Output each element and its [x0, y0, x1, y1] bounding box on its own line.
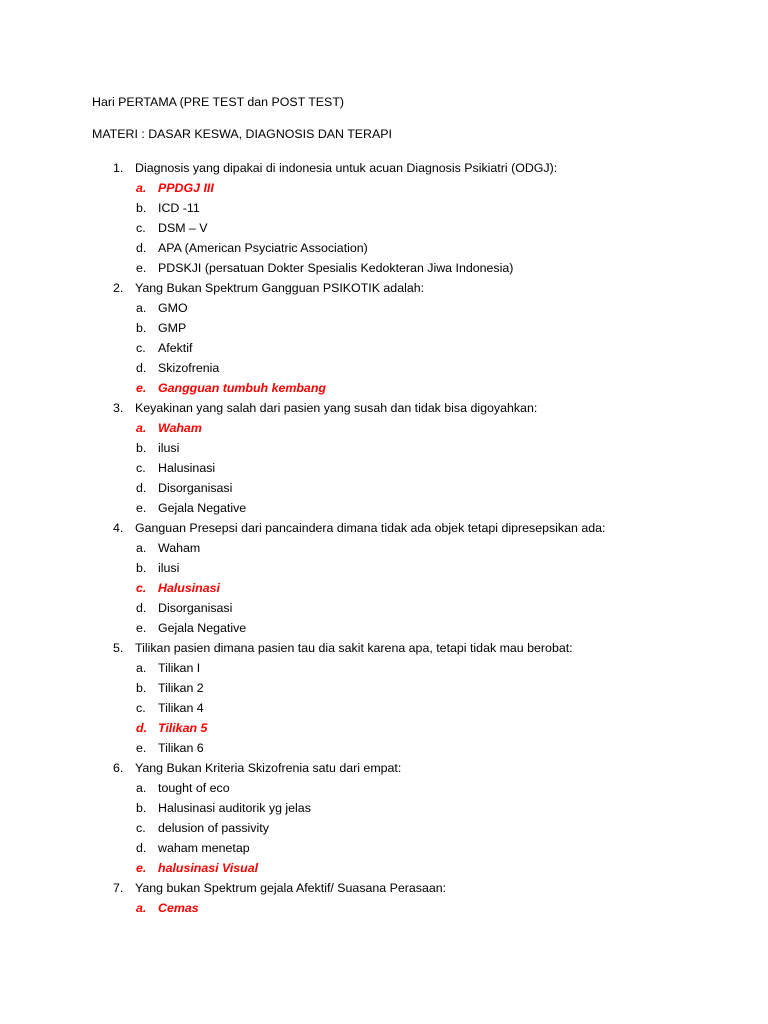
- option-text: Gejala Negative: [158, 501, 247, 515]
- option-letter: a.: [136, 421, 147, 435]
- option-letter: c.: [136, 581, 147, 595]
- option-letter: e.: [136, 501, 147, 515]
- option-letter: b.: [136, 441, 147, 455]
- option-text: waham menetap: [158, 841, 250, 855]
- option-letter: b.: [136, 321, 147, 335]
- question-text: Yang bukan Spektrum gejala Afektif/ Suasana Perasaan:: [135, 881, 447, 895]
- question-number: 2.: [113, 281, 124, 295]
- option-letter: a.: [136, 901, 147, 915]
- option-letter: b.: [136, 201, 147, 215]
- option-text: GMO: [158, 301, 188, 315]
- option-letter: c.: [136, 461, 146, 475]
- option-text: DSM – V: [158, 221, 208, 235]
- option-letter: a.: [136, 781, 147, 795]
- question-number: 4.: [113, 521, 124, 535]
- option-letter: a.: [136, 661, 147, 675]
- option-text: ilusi: [158, 561, 180, 575]
- option-letter: d.: [136, 481, 147, 495]
- option-text: tought of eco: [158, 781, 230, 795]
- option-text: GMP: [158, 321, 187, 335]
- question-text: Yang Bukan Spektrum Gangguan PSIKOTIK adalah:: [135, 281, 425, 295]
- option-text: APA (American Psyciatric Association): [158, 241, 368, 255]
- option-text: Tilikan 2: [158, 681, 204, 695]
- option-letter: c.: [136, 701, 146, 715]
- option-letter: d.: [136, 841, 147, 855]
- option-text: Disorganisasi: [158, 481, 233, 495]
- option-text: Tilikan I: [158, 661, 201, 675]
- option-text: Halusinasi auditorik yg jelas: [158, 801, 311, 815]
- answer-option-text: PPDGJ III: [158, 181, 214, 195]
- option-letter: d.: [136, 721, 148, 735]
- option-letter: e.: [136, 621, 147, 635]
- answer-option-text: Tilikan 5: [158, 721, 208, 735]
- option-letter: d.: [136, 241, 147, 255]
- option-letter: e.: [136, 381, 147, 395]
- question-text: Keyakinan yang salah dari pasien yang susah dan tidak bisa digoyahkan:: [135, 401, 538, 415]
- option-letter: a.: [136, 301, 147, 315]
- option-text: Tilikan 6: [158, 741, 204, 755]
- question-number: 5.: [113, 641, 124, 655]
- option-text: Gejala Negative: [158, 621, 247, 635]
- option-letter: c.: [136, 821, 146, 835]
- option-letter: e.: [136, 261, 147, 275]
- option-text: Disorganisasi: [158, 601, 233, 615]
- question-text: Ganguan Presepsi dari pancaindera dimana tidak ada objek tetapi dipresepsikan ada:: [135, 521, 606, 535]
- question-text: Tilikan pasien dimana pasien tau dia sakit karena apa, tetapi tidak mau berobat:: [135, 641, 573, 655]
- answer-option-text: Cemas: [158, 901, 199, 915]
- option-letter: a.: [136, 181, 147, 195]
- question-text: Yang Bukan Kriteria Skizofrenia satu dari empat:: [135, 761, 402, 775]
- option-text: Skizofrenia: [158, 361, 220, 375]
- question-number: 7.: [113, 881, 124, 895]
- option-letter: e.: [136, 741, 147, 755]
- option-letter: c.: [136, 221, 146, 235]
- answer-option-text: Gangguan tumbuh kembang: [158, 381, 326, 395]
- option-letter: d.: [136, 361, 147, 375]
- option-text: ICD -11: [158, 201, 200, 215]
- answer-option-text: halusinasi Visual: [158, 861, 259, 875]
- document-title: Hari PERTAMA (PRE TEST dan POST TEST): [92, 95, 345, 109]
- option-text: ilusi: [158, 441, 180, 455]
- answer-option-text: Halusinasi: [158, 581, 220, 595]
- option-text: delusion of passivity: [158, 821, 269, 835]
- question-text: Diagnosis yang dipakai di indonesia untuk acuan Diagnosis Psikiatri (ODGJ):: [135, 161, 558, 175]
- option-text: PDSKJI (persatuan Dokter Spesialis Kedokteran Jiwa Indonesia): [158, 261, 514, 275]
- option-letter: b.: [136, 801, 147, 815]
- document-subtitle: MATERI : DASAR KESWA, DIAGNOSIS DAN TERAPI: [92, 127, 392, 141]
- option-letter: d.: [136, 601, 147, 615]
- option-letter: b.: [136, 681, 147, 695]
- question-number: 6.: [113, 761, 124, 775]
- option-text: Afektif: [158, 341, 193, 355]
- answer-option-text: Waham: [158, 421, 202, 435]
- question-number: 1.: [113, 161, 124, 175]
- option-text: Halusinasi: [158, 461, 216, 475]
- option-letter: a.: [136, 541, 147, 555]
- option-text: Tilikan 4: [158, 701, 204, 715]
- option-text: Waham: [158, 541, 201, 555]
- option-letter: b.: [136, 561, 147, 575]
- option-letter: e.: [136, 861, 147, 875]
- option-letter: c.: [136, 341, 146, 355]
- question-number: 3.: [113, 401, 124, 415]
